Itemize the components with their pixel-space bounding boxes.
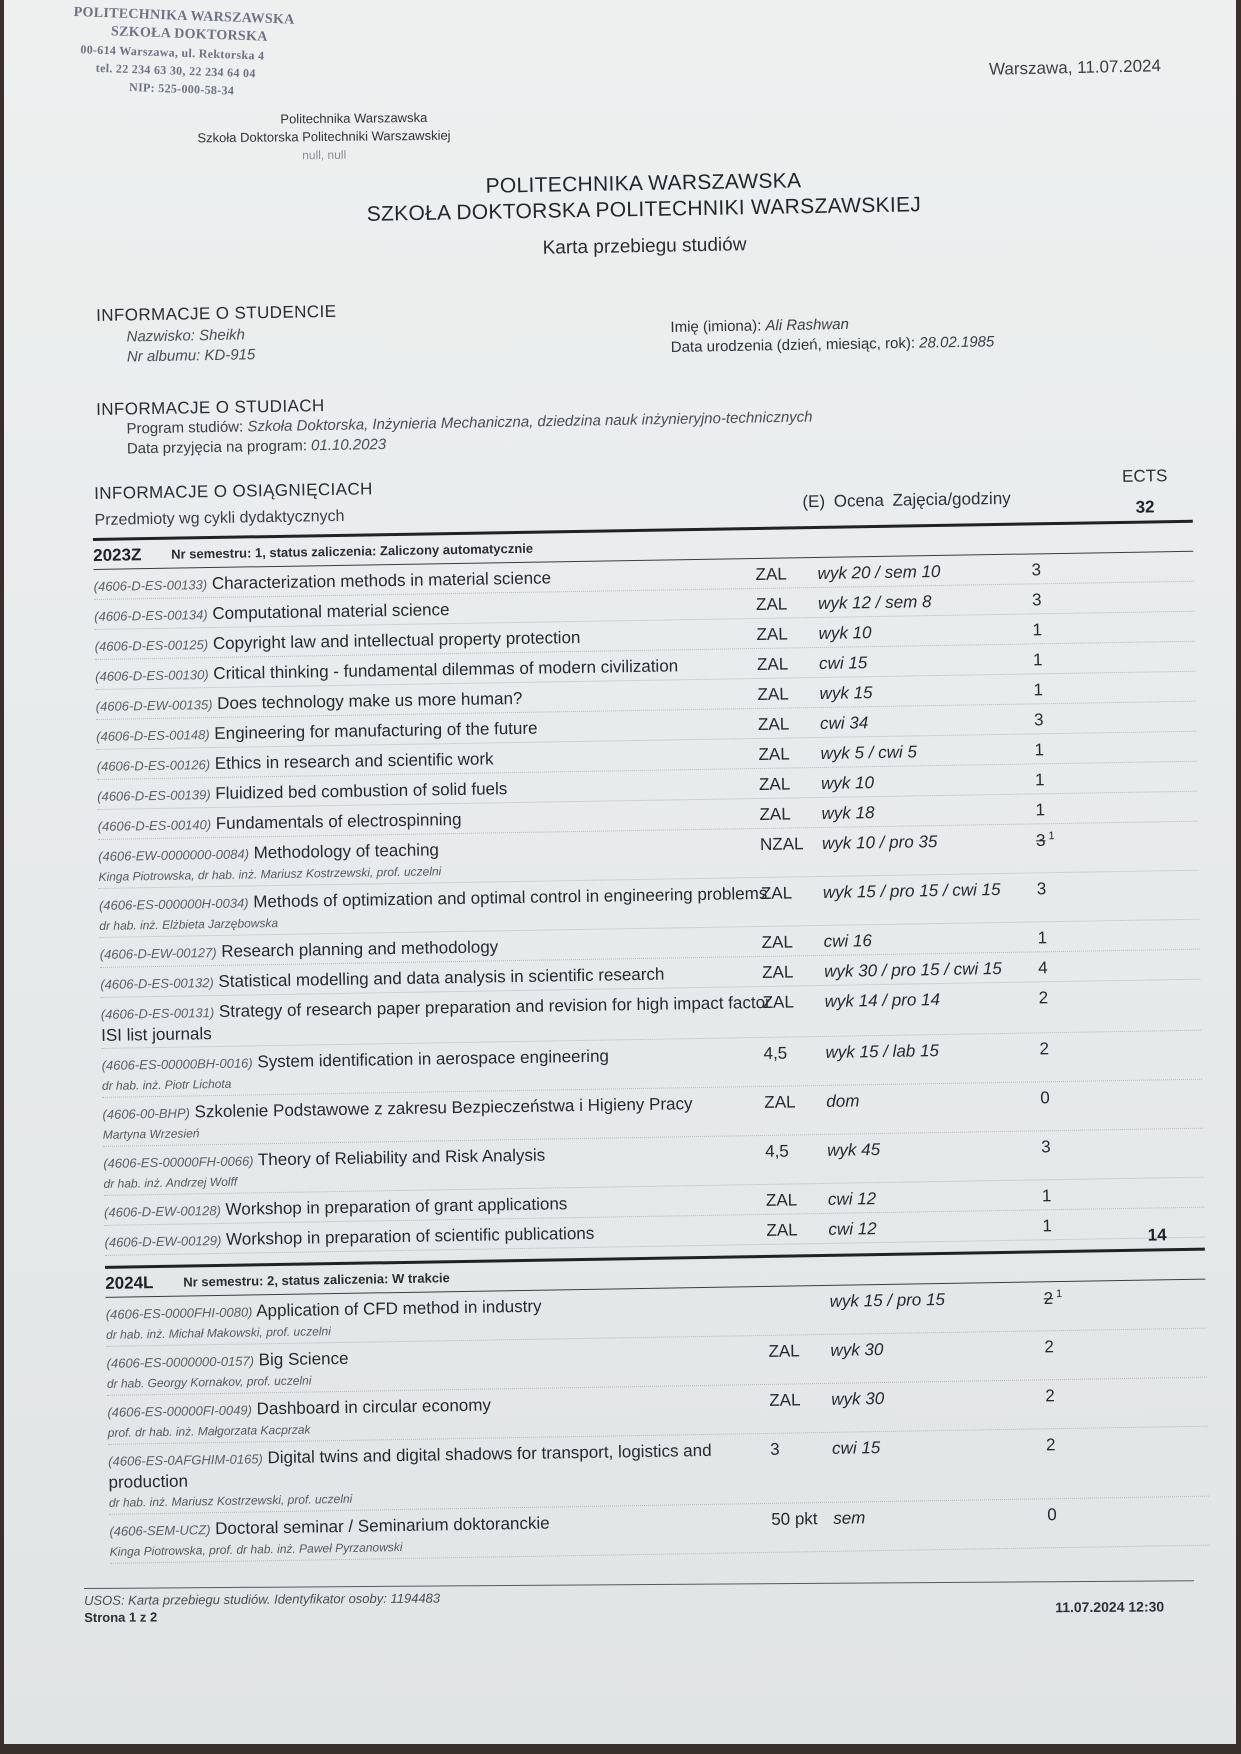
course-hours: cwi 15: [818, 653, 868, 673]
course-ects-value: 1: [1032, 620, 1043, 640]
studies-info: [96, 381, 1197, 460]
course-hours: wyk 5 / cwi 5: [820, 742, 918, 763]
achievements-subheading: Przedmioty wg cykli dydaktycznych: [94, 507, 345, 529]
course-grade: ZAL: [765, 1190, 798, 1210]
course-hours: cwi 34: [819, 713, 869, 733]
course-code: (4606-D-EW-00127): [99, 944, 217, 962]
birth-label: Data urodzenia (dzień, miesiąc, rok):: [670, 334, 916, 356]
course-ects-value: 4: [1037, 958, 1048, 978]
course-name: Big Science: [258, 1348, 349, 1370]
issue-date: Warszawa, 11.07.2024: [988, 56, 1162, 79]
course-lecturer: prof. dr hab. inż. Małgorzata Kacprzak: [107, 1422, 311, 1440]
course-grade: 4,5: [763, 1043, 788, 1063]
footer-timestamp: 11.07.2024 12:30: [1055, 1598, 1165, 1616]
course-ects: [1037, 879, 1047, 899]
institution-stamp: [71, 4, 374, 104]
course-name: Methodology of teaching: [253, 840, 440, 863]
footer-system-line: USOS: Karta przebiegu studiów. Identyfikator osoby: 1194483: [84, 1590, 441, 1608]
course-grade: ZAL: [762, 992, 795, 1012]
course-name: Fundamentals of electrospinning: [215, 809, 462, 833]
course-hours: wyk 15: [819, 683, 873, 703]
course-code: (4606-D-ES-00132): [100, 975, 214, 992]
course-grade: ZAL: [758, 774, 791, 794]
course-code: (4606-ES-00000BH-0016): [101, 1055, 253, 1073]
achievements-section: [92, 466, 1210, 1564]
course-ects-value: 0: [1047, 1505, 1057, 1525]
course-ects-value: 3: [1040, 1137, 1051, 1157]
page-footer: [84, 1580, 1194, 1625]
course-hours: wyk 10 / pro 35: [821, 832, 938, 853]
course-code: (4606-D-ES-00140): [97, 817, 212, 834]
column-headers: (E) Ocena Zajęcia/godziny: [802, 488, 1011, 512]
student-info: [96, 287, 1197, 376]
semester-code: 2023Z: [93, 545, 142, 565]
course-grade: 3: [769, 1439, 780, 1459]
course-hours: wyk 15 / pro 15 / cwi 15: [822, 879, 1001, 902]
program-label: Program studiów:: [126, 418, 244, 438]
course-ects-footnote: 1: [1055, 1288, 1063, 1301]
course-grade: ZAL: [757, 684, 789, 704]
course-ects: [1034, 710, 1044, 730]
course-name: Workshop in preparation of scientific publications: [225, 1223, 595, 1249]
course-ects: [1035, 800, 1045, 820]
stamp-line: 00-614 Warszawa, ul. Rektorska 4: [80, 42, 265, 63]
stamp-line: SZKOŁA DOKTORSKA: [110, 24, 268, 45]
ects-header: ECTS: [1121, 466, 1168, 486]
course-ects-value: 1: [1034, 770, 1045, 790]
program-value: Szkoła Doktorska, Inżynieria Mechaniczna, dziedzina nauk inżynieryjno-technicznych: [247, 408, 813, 436]
surname-label: Nazwisko:: [126, 327, 196, 346]
course-hours: wyk 15 / pro 15: [829, 1289, 946, 1311]
course-code: (4606-D-ES-00131): [100, 1005, 215, 1022]
course-hours: wyk 20 / sem 10: [817, 561, 941, 583]
course-grade: ZAL: [769, 1390, 801, 1410]
course-grade: ZAL: [758, 744, 790, 764]
course-ects-value: 3: [1031, 590, 1042, 610]
course-grade: 50 pkt: [771, 1509, 818, 1529]
admission-label: Data przyjęcia na program:: [126, 437, 308, 458]
achievements-heading: INFORMACJE O OSIĄGNIĘCIACH: [93, 479, 373, 503]
semester-ects-total: 32: [1135, 497, 1155, 517]
course-code: (4606-D-ES-00126): [96, 757, 211, 774]
title-school: SZKOŁA DOKTORSKA POLITECHNIKI WARSZAWSKIEJ: [366, 193, 922, 226]
course-code: (4606-D-ES-00139): [97, 787, 211, 804]
course-code: (4606-D-ES-00125): [94, 637, 209, 654]
course-hours: cwi 12: [828, 1219, 877, 1239]
course-name: Fluidized bed combustion of solid fuels: [215, 779, 508, 803]
course-grade: ZAL: [756, 654, 789, 674]
course-code: (4606-D-EW-00129): [104, 1232, 222, 1250]
course-lecturer: Kinga Piotrowska, dr hab. inż. Mariusz Kostrzewski, prof. uczelni: [98, 864, 442, 884]
course-ects-value: 3: [1036, 879, 1047, 899]
course-ects-value: 3: [1033, 710, 1044, 730]
course-code: (4606-ES-000000H-0034): [98, 895, 249, 913]
course-name: Workshop in preparation of grant applications: [225, 1194, 568, 1219]
course-hours: wyk 14 / pro 14: [824, 990, 941, 1011]
course-name: Szkolenie Podstawowe z zakresu Bezpieczeństwa i Higieny Pracy: [194, 1094, 693, 1122]
course-ects: [1036, 830, 1055, 851]
course-ects-value: 2: [1044, 1337, 1055, 1357]
course-ects: [1039, 1039, 1049, 1059]
birth-value: 28.02.1985: [919, 333, 995, 352]
title-document: Karta przebiegu studiów: [542, 234, 747, 259]
course-lecturer: dr hab. inż. Piotr Lichota: [101, 1076, 232, 1093]
course-name: Digital twins and digital shadows for transport, logistics and production: [108, 1440, 712, 1492]
student-right: [670, 312, 994, 358]
course-grade: ZAL: [762, 962, 794, 982]
course-ects-value: 3: [1031, 560, 1042, 580]
course-hours: sem: [833, 1508, 866, 1528]
semester-ects-total: 14: [1147, 1225, 1167, 1245]
course-code: (4606-ES-0000FHI-0080): [105, 1304, 253, 1322]
course-ects: [1035, 770, 1045, 790]
course-name: Characterization methods in material science: [211, 568, 552, 594]
course-grade: ZAL: [755, 564, 787, 585]
course-ects-value: 2: [1039, 1039, 1050, 1059]
course-code: (4606-EW-0000000-0084): [98, 846, 250, 864]
course-name: Dashboard in circular economy: [256, 1395, 492, 1419]
course-ects: [1032, 620, 1042, 640]
course-code: (4606-D-ES-00134): [94, 607, 208, 624]
course-code: (4606-ES-00000FI-0049): [107, 1402, 253, 1420]
course-grade: ZAL: [768, 1341, 800, 1361]
course-name: Statistical modelling and data analysis in scientific research: [218, 964, 665, 991]
names-label: Imię (imiona):: [670, 317, 762, 336]
course-grade: ZAL: [764, 1092, 796, 1112]
course-hours: wyk 10: [820, 773, 875, 793]
course-hours: dom: [826, 1091, 860, 1111]
course-ects: [1045, 1386, 1055, 1406]
surname-value: Sheikh: [198, 326, 246, 345]
student-left: [126, 325, 255, 367]
course-name: Application of CFD method in industry: [256, 1296, 542, 1321]
course-ects-struck-value: 3: [1035, 830, 1046, 851]
course-code: (4606-SEM-UCZ): [109, 1522, 211, 1539]
course-grade: ZAL: [766, 1220, 798, 1240]
course-ects: [1046, 1435, 1056, 1455]
sender-line: Politechnika Warszawska: [280, 109, 428, 127]
course-ects-value: 1: [1032, 650, 1043, 670]
course-name: Copyright law and intellectual property protection: [212, 627, 581, 654]
course-name: Does technology make us more human?: [217, 688, 523, 713]
title-university: POLITECHNIKA WARSZAWSKA: [485, 169, 802, 198]
course-code: (4606-D-EW-00128): [103, 1202, 221, 1220]
course-grade: ZAL: [757, 714, 790, 734]
course-grade: ZAL: [760, 883, 793, 903]
course-lecturer: Martyna Wrzesień: [102, 1126, 200, 1142]
course-name: Doctoral seminar / Seminarium doktoranckie: [215, 1513, 550, 1539]
course-grade: ZAL: [756, 624, 788, 645]
stamp-line: tel. 22 234 63 30, 22 234 64 04: [95, 60, 256, 81]
course-ects: [1041, 1137, 1051, 1157]
course-ects-value: 1: [1033, 680, 1044, 700]
names-value: Ali Rashwan: [765, 315, 849, 335]
stamp-line: POLITECHNIKA WARSZAWSKA: [73, 4, 295, 28]
footer-page-number: Strona 1 z 2: [84, 1609, 158, 1625]
course-hours: wyk 45: [826, 1140, 881, 1160]
course-lecturer: dr hab. inż. Andrzej Wolff: [103, 1174, 238, 1191]
course-lecturer: dr hab. inż. Elżbieta Jarzębowska: [99, 915, 279, 933]
course-grade: ZAL: [755, 594, 788, 615]
course-name: Engineering for manufacturing of the future: [214, 718, 538, 744]
stamp-line: NIP: 525-000-58-34: [128, 79, 235, 98]
course-lecturer: dr hab. inż. Mariusz Kostrzewski, prof. uczelni: [108, 1491, 353, 1510]
course-grade: ZAL: [759, 804, 791, 824]
course-ects-value: 2: [1045, 1435, 1056, 1455]
course-ects: [1034, 740, 1044, 760]
course-hours: wyk 15 / lab 15: [825, 1041, 940, 1062]
course-ects: [1038, 958, 1048, 978]
course-code: (4606-ES-0000000-0157): [106, 1353, 255, 1371]
course-ects-footnote: 1: [1048, 830, 1055, 843]
course-ects: [1040, 1088, 1050, 1108]
course-ects-value: 1: [1041, 1186, 1052, 1206]
course-hours: wyk 30: [830, 1339, 884, 1360]
course-hours: wyk 10: [818, 623, 872, 643]
course-code: (4606-ES-00000FH-0066): [103, 1153, 254, 1171]
course-hours: wyk 30: [831, 1388, 885, 1409]
course-ects-struck-value: 2: [1043, 1288, 1054, 1308]
course-ects: [1042, 1186, 1052, 1206]
course-name: Methods of optimization and optimal control in engineering problems: [253, 883, 768, 912]
course-ects: [1033, 680, 1043, 700]
semester-status: Nr semestru: 1, status zaliczenia: Zaliczony automatycznie: [171, 540, 534, 562]
course-lecturer: dr hab. inż. Michał Makowski, prof. uczelni: [105, 1324, 331, 1342]
studies-heading: INFORMACJE O STUDIACH: [96, 396, 325, 419]
sender-line: null, null: [302, 147, 347, 163]
course-ects: [1044, 1337, 1054, 1357]
course-name: System identification in aerospace engineering: [257, 1046, 610, 1072]
course-code: (4606-D-ES-00130): [95, 667, 209, 684]
sender-block: [154, 108, 495, 166]
course-code: (4606-D-EW-00135): [95, 697, 213, 714]
course-name: Strategy of research paper preparation and revision for high impact factor ISI list journals: [100, 992, 771, 1045]
course-ects: [1047, 1505, 1057, 1525]
course-hours: cwi 16: [823, 931, 873, 951]
course-hours: wyk 30 / pro 15 / cwi 15: [824, 958, 1002, 981]
course-ects: [1031, 560, 1041, 580]
course-name: Research planning and methodology: [221, 937, 499, 961]
course-ects-value: 2: [1045, 1386, 1055, 1406]
course-lecturer: Kinga Piotrowska, prof. dr hab. inż. Paweł Pyrzanowski: [109, 1539, 403, 1559]
album-label: Nr albumu:: [126, 347, 201, 366]
course-grade: 4,5: [765, 1141, 789, 1161]
course-code: (4606-D-ES-00148): [96, 727, 210, 744]
course-ects-value: 1: [1037, 928, 1048, 948]
course-name: Computational material science: [212, 600, 450, 624]
document-title: [303, 166, 984, 264]
course-grade: NZAL: [759, 834, 804, 854]
course-name: Critical thinking - fundamental dilemmas of modern civilization: [213, 656, 679, 684]
course-ects-value: 1: [1042, 1216, 1053, 1236]
course-ects: [1037, 928, 1047, 948]
semester-status: Nr semestru: 2, status zaliczenia: W trakcie: [183, 1270, 450, 1290]
sender-line: Szkoła Doktorska Politechniki Warszawskiej: [197, 127, 451, 146]
course-ects-value: 0: [1040, 1088, 1050, 1108]
course-hours: cwi 15: [831, 1438, 881, 1458]
course-hours: wyk 12 / sem 8: [817, 592, 932, 613]
course-ects-value: 1: [1034, 740, 1045, 760]
course-name: Ethics in research and scientific work: [214, 749, 494, 774]
course-lecturer: dr hab. Georgy Kornakov, prof. uczelni: [106, 1373, 312, 1391]
semester-code: 2024L: [105, 1273, 154, 1293]
course-ects: [1038, 988, 1048, 1008]
course-code: (4606-ES-0AFGHIM-0165): [108, 1451, 263, 1469]
course-name: Theory of Reliability and Risk Analysis: [257, 1145, 546, 1170]
student-heading: INFORMACJE O STUDENCIE: [96, 301, 337, 325]
course-hours: wyk 18: [821, 803, 875, 823]
course-ects-value: 2: [1038, 988, 1049, 1008]
course-ects: [1042, 1216, 1052, 1236]
document-sheet: [4, 0, 1236, 1744]
course-grade: ZAL: [761, 932, 794, 952]
course-ects: [1043, 1288, 1062, 1309]
course-ects: [1032, 590, 1042, 610]
course-ects-value: 1: [1035, 800, 1046, 820]
course-code: (4606-D-ES-00133): [93, 577, 208, 594]
album-value: KD-915: [204, 346, 256, 365]
course-code: (4606-00-BHP): [102, 1105, 191, 1122]
admission-value: 01.10.2023: [310, 435, 387, 455]
course-ects: [1033, 650, 1043, 670]
course-hours: cwi 12: [827, 1189, 877, 1209]
